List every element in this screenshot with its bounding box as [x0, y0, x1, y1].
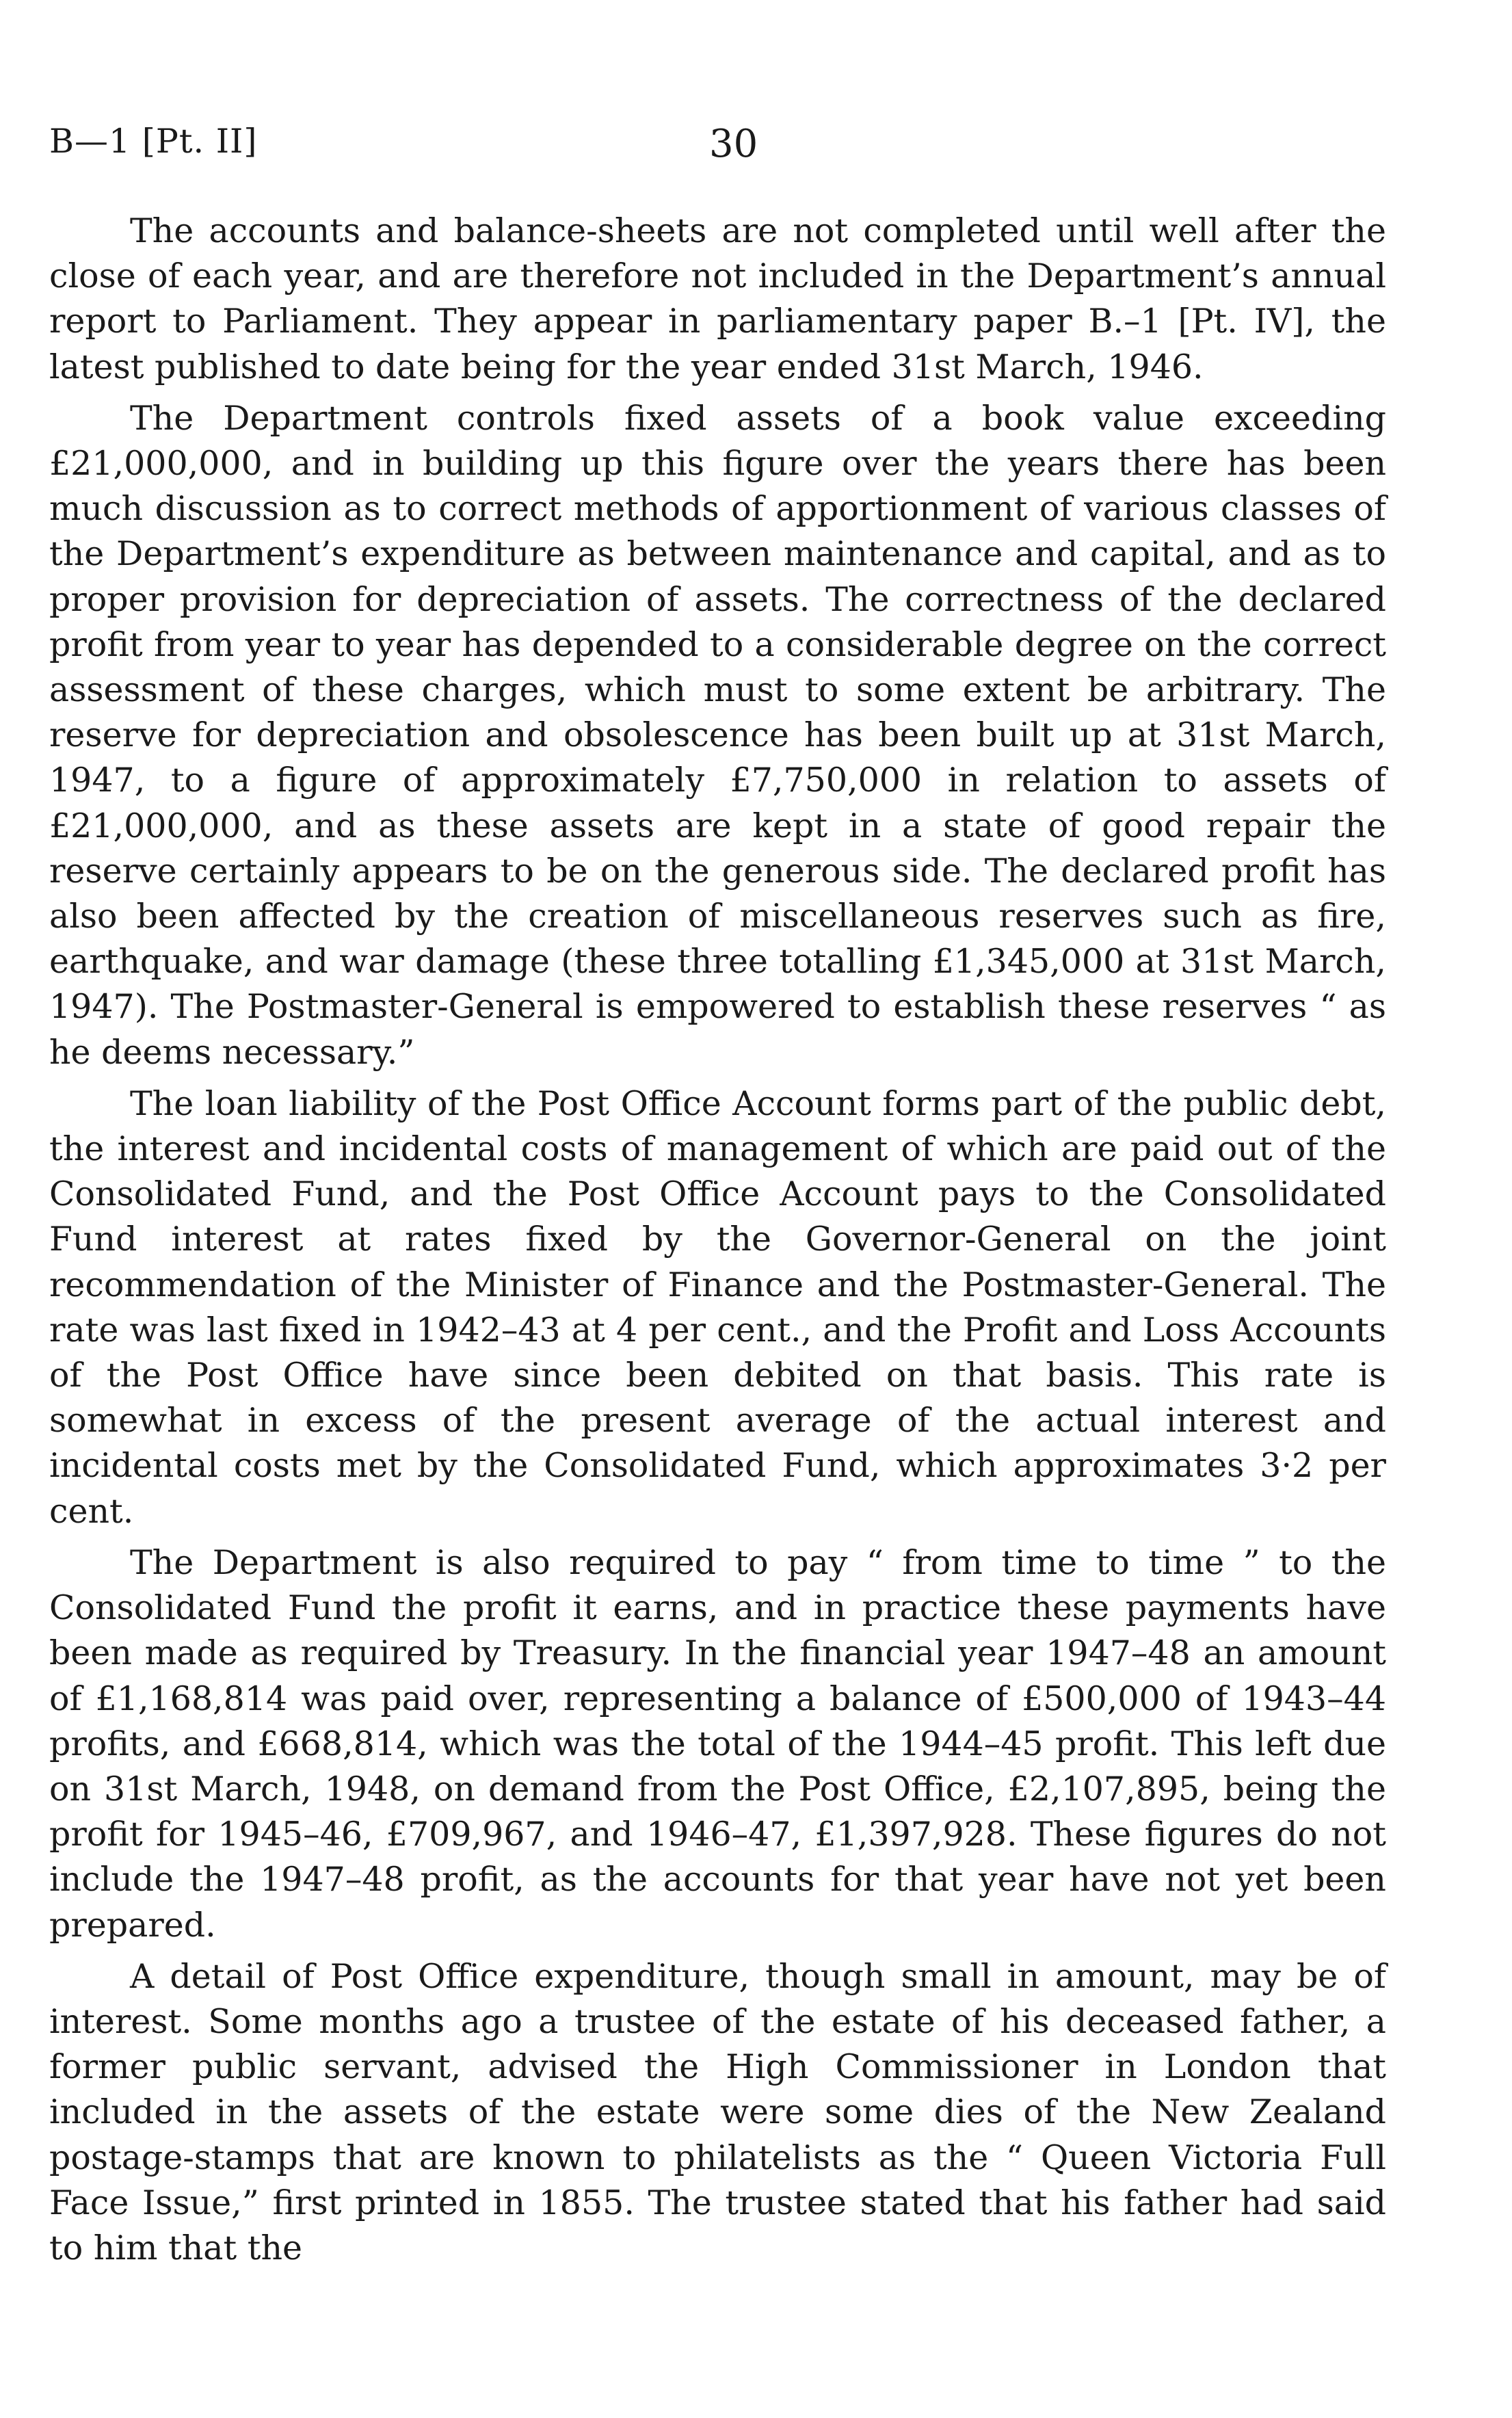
paragraph-fixed-assets: The Department controls fixed assets of a book value exceeding £21,000,000, and in building up this figure over the years there has been much discussion as to correct methods of apportionment of various classes of the Department’s expenditure as between maintenance and capital, and as to proper provision for depreciation of assets. The correctness of the declared profit from year to year has depended to a considerable degree on the correct assessment of these charges, which must to some extent be arbitrary. The reserve for depreciation and obsolescence has been built up at 31st March, 1947, to a figure of approximately £7,750,000 in relation to assets of £21,000,000, and as these assets are kept in a state of good repair the reserve certainly appears to be on the generous side. The declared profit has also been affected by the creation of miscellaneous reserves such as fire, earthquake, and war damage (these three totalling £1,345,000 at 31st March, 1947). The Postmaster-General is empowered to establish these reserves “ as he deems necessary.” — [49, 398, 1386, 1072]
paragraph-accounts: The accounts and balance-sheets are not completed until well after the close of each year, and are therefore not included in the Department’s annual report to Parliament. They appear in parliamentary paper B.–1 [Pt. IV], the latest published to date being for the year ended 31st March, 1946. — [49, 211, 1386, 386]
body-text — [49, 209, 1386, 2277]
document-reference: B—1 [Pt. II] — [49, 122, 258, 161]
page-header — [49, 122, 1390, 176]
paragraph-loan-liability: The loan liability of the Post Office Account forms part of the public debt, the interest and incidental costs of management of which are paid out of the Consolidated Fund, and the Post Office Account pays to the Consolidated Fund interest at rates fixed by the Governor-General on the joint recommendation of the Minister of Finance and the Postmaster-General. The rate was last fixed in 1942–43 at 4 per cent., and the Profit and Loss Accounts of the Post Office have since been debited on that basis. This rate is somewhat in excess of the present average of the actual interest and incidental costs met by the Consolidated Fund, which approximates 3·2 per cent. — [49, 1083, 1386, 1531]
paragraph-stamp-dies: A detail of Post Office expenditure, though small in amount, may be of interest. Some months ago a trustee of the estate of his deceased father, a former public servant, advised the High Commissioner in London that included in the assets of the estate were some dies of the New Zealand postage-stamps that are known to philatelists as the “ Queen Victoria Full Face Issue,” first printed in 1855. The trustee stated that his father had said to him that the — [49, 1956, 1386, 2268]
page-number: 30 — [709, 122, 758, 166]
paragraph-profit-payments: The Department is also required to pay “ from time to time ” to the Consolidated Fund the profit it earns, and in practice these payments have been made as required by Treasury. In the financial year 1947–48 an amount of £1,168,814 was paid over, representing a balance of £500,000 of 1943–44 profits, and £668,814, which was the total of the 1944–45 profit. This left due on 31st March, 1948, on demand from the Post Office, £2,107,895, being the profit for 1945–46, £709,967, and 1946–47, £1,397,928. These figures do not include the 1947–48 profit, as the accounts for that year have not yet been prepared. — [49, 1542, 1386, 1945]
